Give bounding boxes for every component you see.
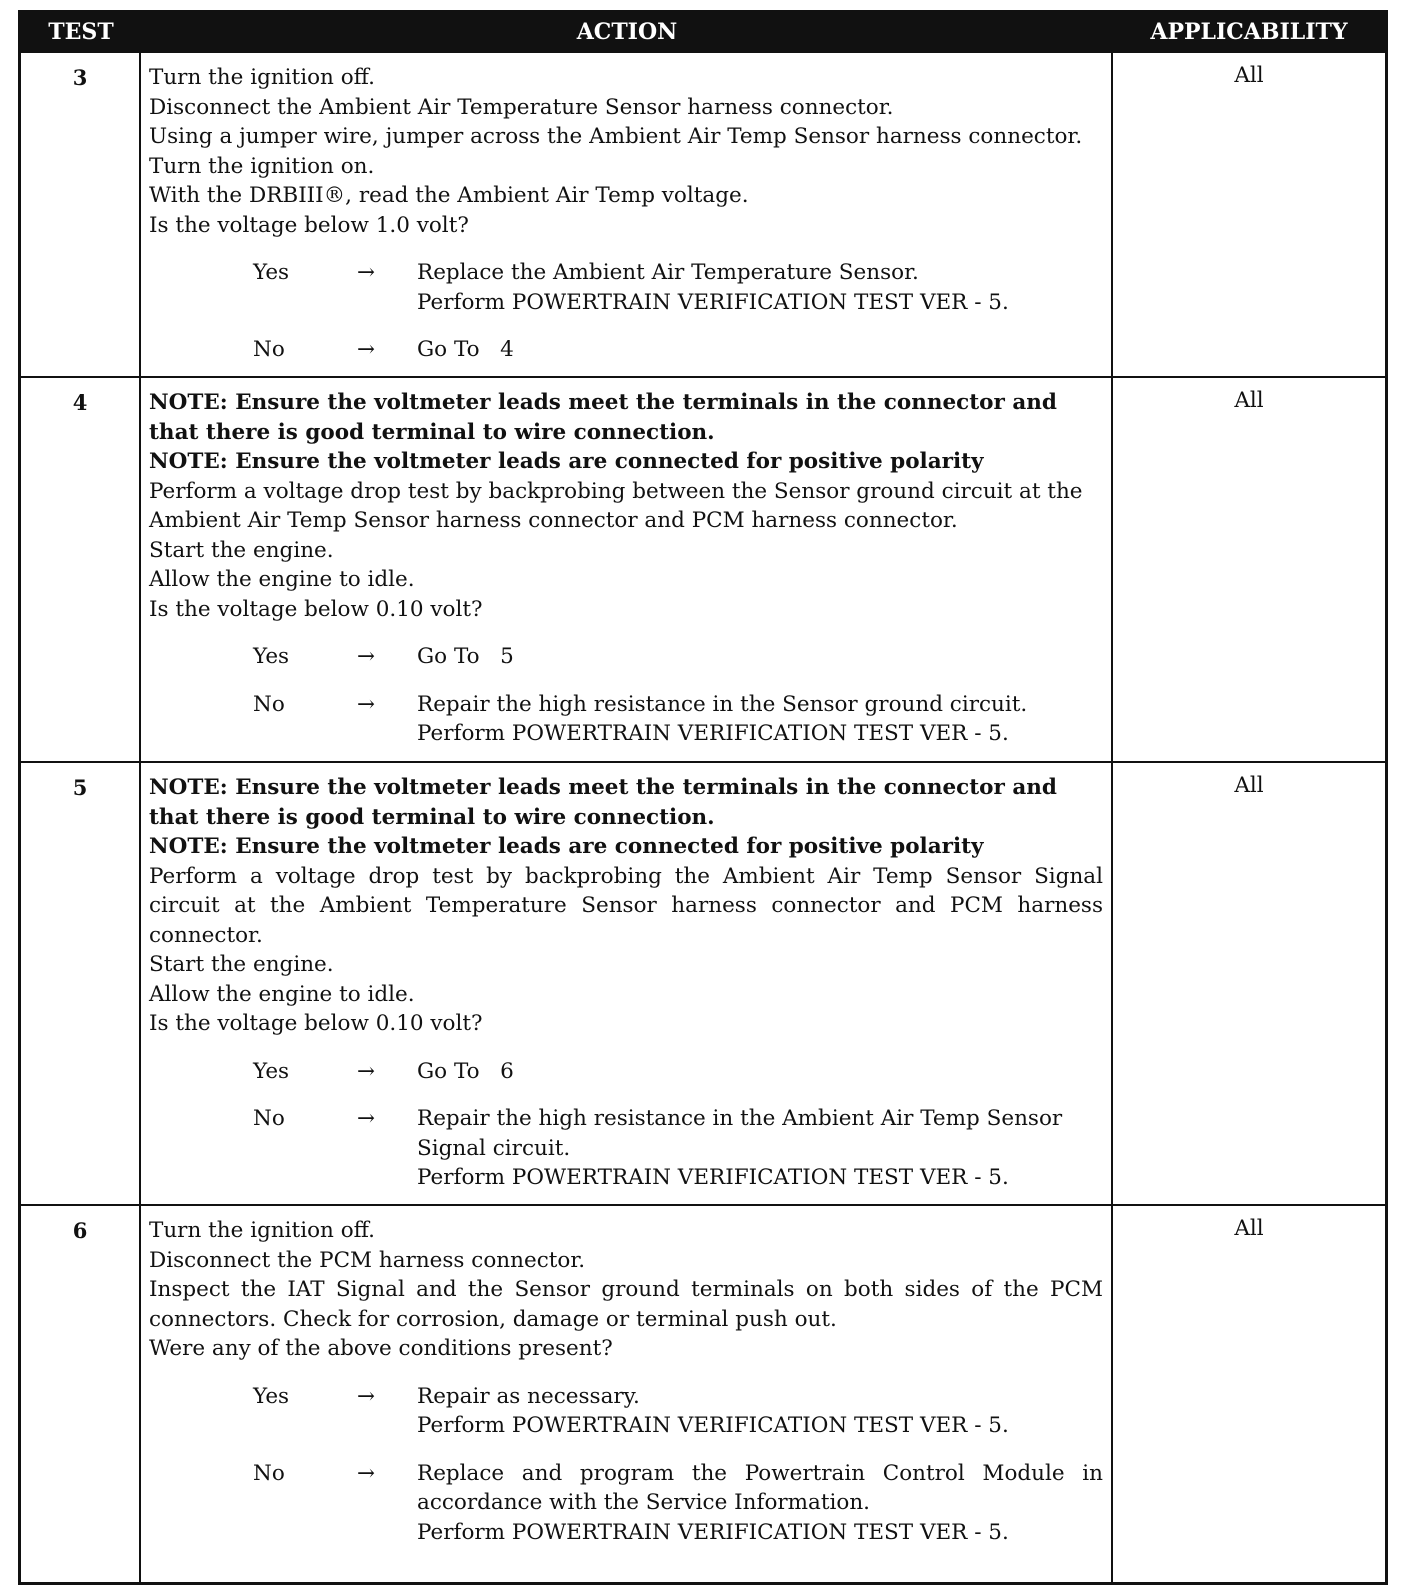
arrow-icon: → <box>357 1460 376 1486</box>
no-text <box>417 335 1103 365</box>
action-line: Turn the ignition on. <box>149 153 375 179</box>
yes-line: Replace the Ambient Air Temperature Sensor. <box>417 260 919 285</box>
no-label: No <box>253 1106 285 1131</box>
note-line: NOTE: Ensure the voltmeter leads are connected for positive polarity <box>149 834 984 859</box>
test-number: 5 <box>21 763 141 1204</box>
table-row-test-5 <box>21 761 1385 1204</box>
action-line: Is the voltage below 1.0 volt? <box>149 212 469 238</box>
header-action: ACTION <box>576 19 678 45</box>
no-line: Perform POWERTRAIN VERIFICATION TEST VER - 5. <box>417 1165 1009 1190</box>
no-text <box>417 1104 1103 1193</box>
applicability-cell: All <box>1234 1216 1264 1241</box>
yes-line: Perform POWERTRAIN VERIFICATION TEST VER - 5. <box>417 289 1009 315</box>
test-number: 4 <box>21 378 141 761</box>
no-branch <box>149 335 1103 365</box>
arrow-icon: → <box>357 337 376 362</box>
action-line: With the DRBIII®, read the Ambient Air Temp voltage. <box>149 183 749 208</box>
applicability-cell: All <box>1234 773 1264 798</box>
no-branch <box>149 690 1103 749</box>
action-line: Start the engine. <box>149 537 334 563</box>
applicability-cell: All <box>1234 388 1264 413</box>
yes-line: Go To 5 <box>417 644 514 669</box>
action-line: Turn the ignition off. <box>149 65 375 90</box>
yes-label: Yes <box>253 644 290 669</box>
no-label: No <box>253 1460 285 1486</box>
action-cell <box>141 378 1113 761</box>
action-line: Disconnect the PCM harness connector. <box>149 1247 586 1273</box>
no-line: Repair the high resistance in the Sensor ground circuit. <box>417 691 1028 717</box>
no-line: Perform POWERTRAIN VERIFICATION TEST VER - 5. <box>417 1519 1009 1545</box>
arrow-icon: → <box>357 1058 376 1084</box>
no-label: No <box>253 337 285 362</box>
action-line: Inspect the IAT Signal and the Sensor ground terminals on both sides of the PCM connectors. Check for corrosion, damage or terminal push out. <box>149 1277 1103 1332</box>
yes-label: Yes <box>253 1383 290 1409</box>
yes-text <box>417 1057 1103 1087</box>
action-line: Is the voltage below 0.10 volt? <box>149 596 483 622</box>
yes-line: Repair as necessary. <box>417 1383 640 1409</box>
action-line: Allow the engine to idle. <box>149 567 415 592</box>
yes-line: Go To 6 <box>417 1058 514 1084</box>
note-line: NOTE: Ensure the voltmeter leads are connected for positive polarity <box>149 449 984 474</box>
table-row-test-6 <box>21 1204 1385 1582</box>
arrow-icon: → <box>357 1383 376 1409</box>
no-text <box>417 1459 1103 1548</box>
header-applicability: APPLICABILITY <box>1150 19 1348 45</box>
yes-branch <box>149 642 1103 672</box>
action-line: Using a jumper wire, jumper across the Ambient Air Temp Sensor harness connector. <box>149 124 1083 149</box>
action-cell <box>141 763 1113 1204</box>
yes-text <box>417 258 1103 317</box>
test-number: 6 <box>21 1206 141 1582</box>
no-text <box>417 690 1103 749</box>
header-test: TEST <box>48 19 114 45</box>
table-header <box>21 13 1385 51</box>
yes-text <box>417 1382 1103 1441</box>
table-row-test-3 <box>21 51 1385 376</box>
yes-label: Yes <box>253 260 290 285</box>
no-line: Replace and program the Powertrain Control Module in accordance with the Service Information. <box>417 1460 1103 1515</box>
yes-line: Perform POWERTRAIN VERIFICATION TEST VER - 5. <box>417 1413 1009 1438</box>
action-line: Disconnect the Ambient Air Temperature Sensor harness connector. <box>149 94 894 120</box>
note-line: NOTE: Ensure the voltmeter leads meet the terminals in the connector and that there is good terminal to wire connection. <box>149 775 1057 830</box>
action-cell <box>141 53 1113 376</box>
applicability-cell: All <box>1234 63 1264 88</box>
no-line: Repair the high resistance in the Ambient Air Temp Sensor Signal circuit. <box>417 1106 1063 1161</box>
action-line: Perform a voltage drop test by backprobing between the Sensor ground circuit at the Ambient Air Temp Sensor harness connector and PCM harness connector. <box>149 478 1083 533</box>
no-label: No <box>253 691 285 717</box>
action-line: Allow the engine to idle. <box>149 981 415 1007</box>
arrow-icon: → <box>357 644 376 669</box>
action-line: Start the engine. <box>149 952 334 977</box>
action-cell <box>141 1206 1113 1582</box>
no-branch <box>149 1104 1103 1193</box>
no-branch <box>149 1459 1103 1548</box>
arrow-icon: → <box>357 691 376 717</box>
yes-label: Yes <box>253 1058 290 1084</box>
yes-text <box>417 642 1103 672</box>
no-line: Go To 4 <box>417 337 514 362</box>
note-line: NOTE: Ensure the voltmeter leads meet the terminals in the connector and that there is good terminal to wire connection. <box>149 390 1057 445</box>
test-number: 3 <box>21 53 141 376</box>
arrow-icon: → <box>357 1106 376 1131</box>
arrow-icon: → <box>357 260 376 285</box>
yes-branch <box>149 1057 1103 1087</box>
diagnostic-table <box>18 10 1388 1585</box>
action-line: Turn the ignition off. <box>149 1218 375 1243</box>
action-line: Is the voltage below 0.10 volt? <box>149 1011 483 1036</box>
no-line: Perform POWERTRAIN VERIFICATION TEST VER - 5. <box>417 721 1009 746</box>
yes-branch <box>149 1382 1103 1441</box>
table-row-test-4 <box>21 376 1385 761</box>
yes-branch <box>149 258 1103 317</box>
action-line: Perform a voltage drop test by backprobing the Ambient Air Temp Sensor Signal circuit at the Ambient Temperature Sensor harness connector and PCM harness connector. <box>149 863 1103 948</box>
action-line: Were any of the above conditions present? <box>149 1336 613 1361</box>
